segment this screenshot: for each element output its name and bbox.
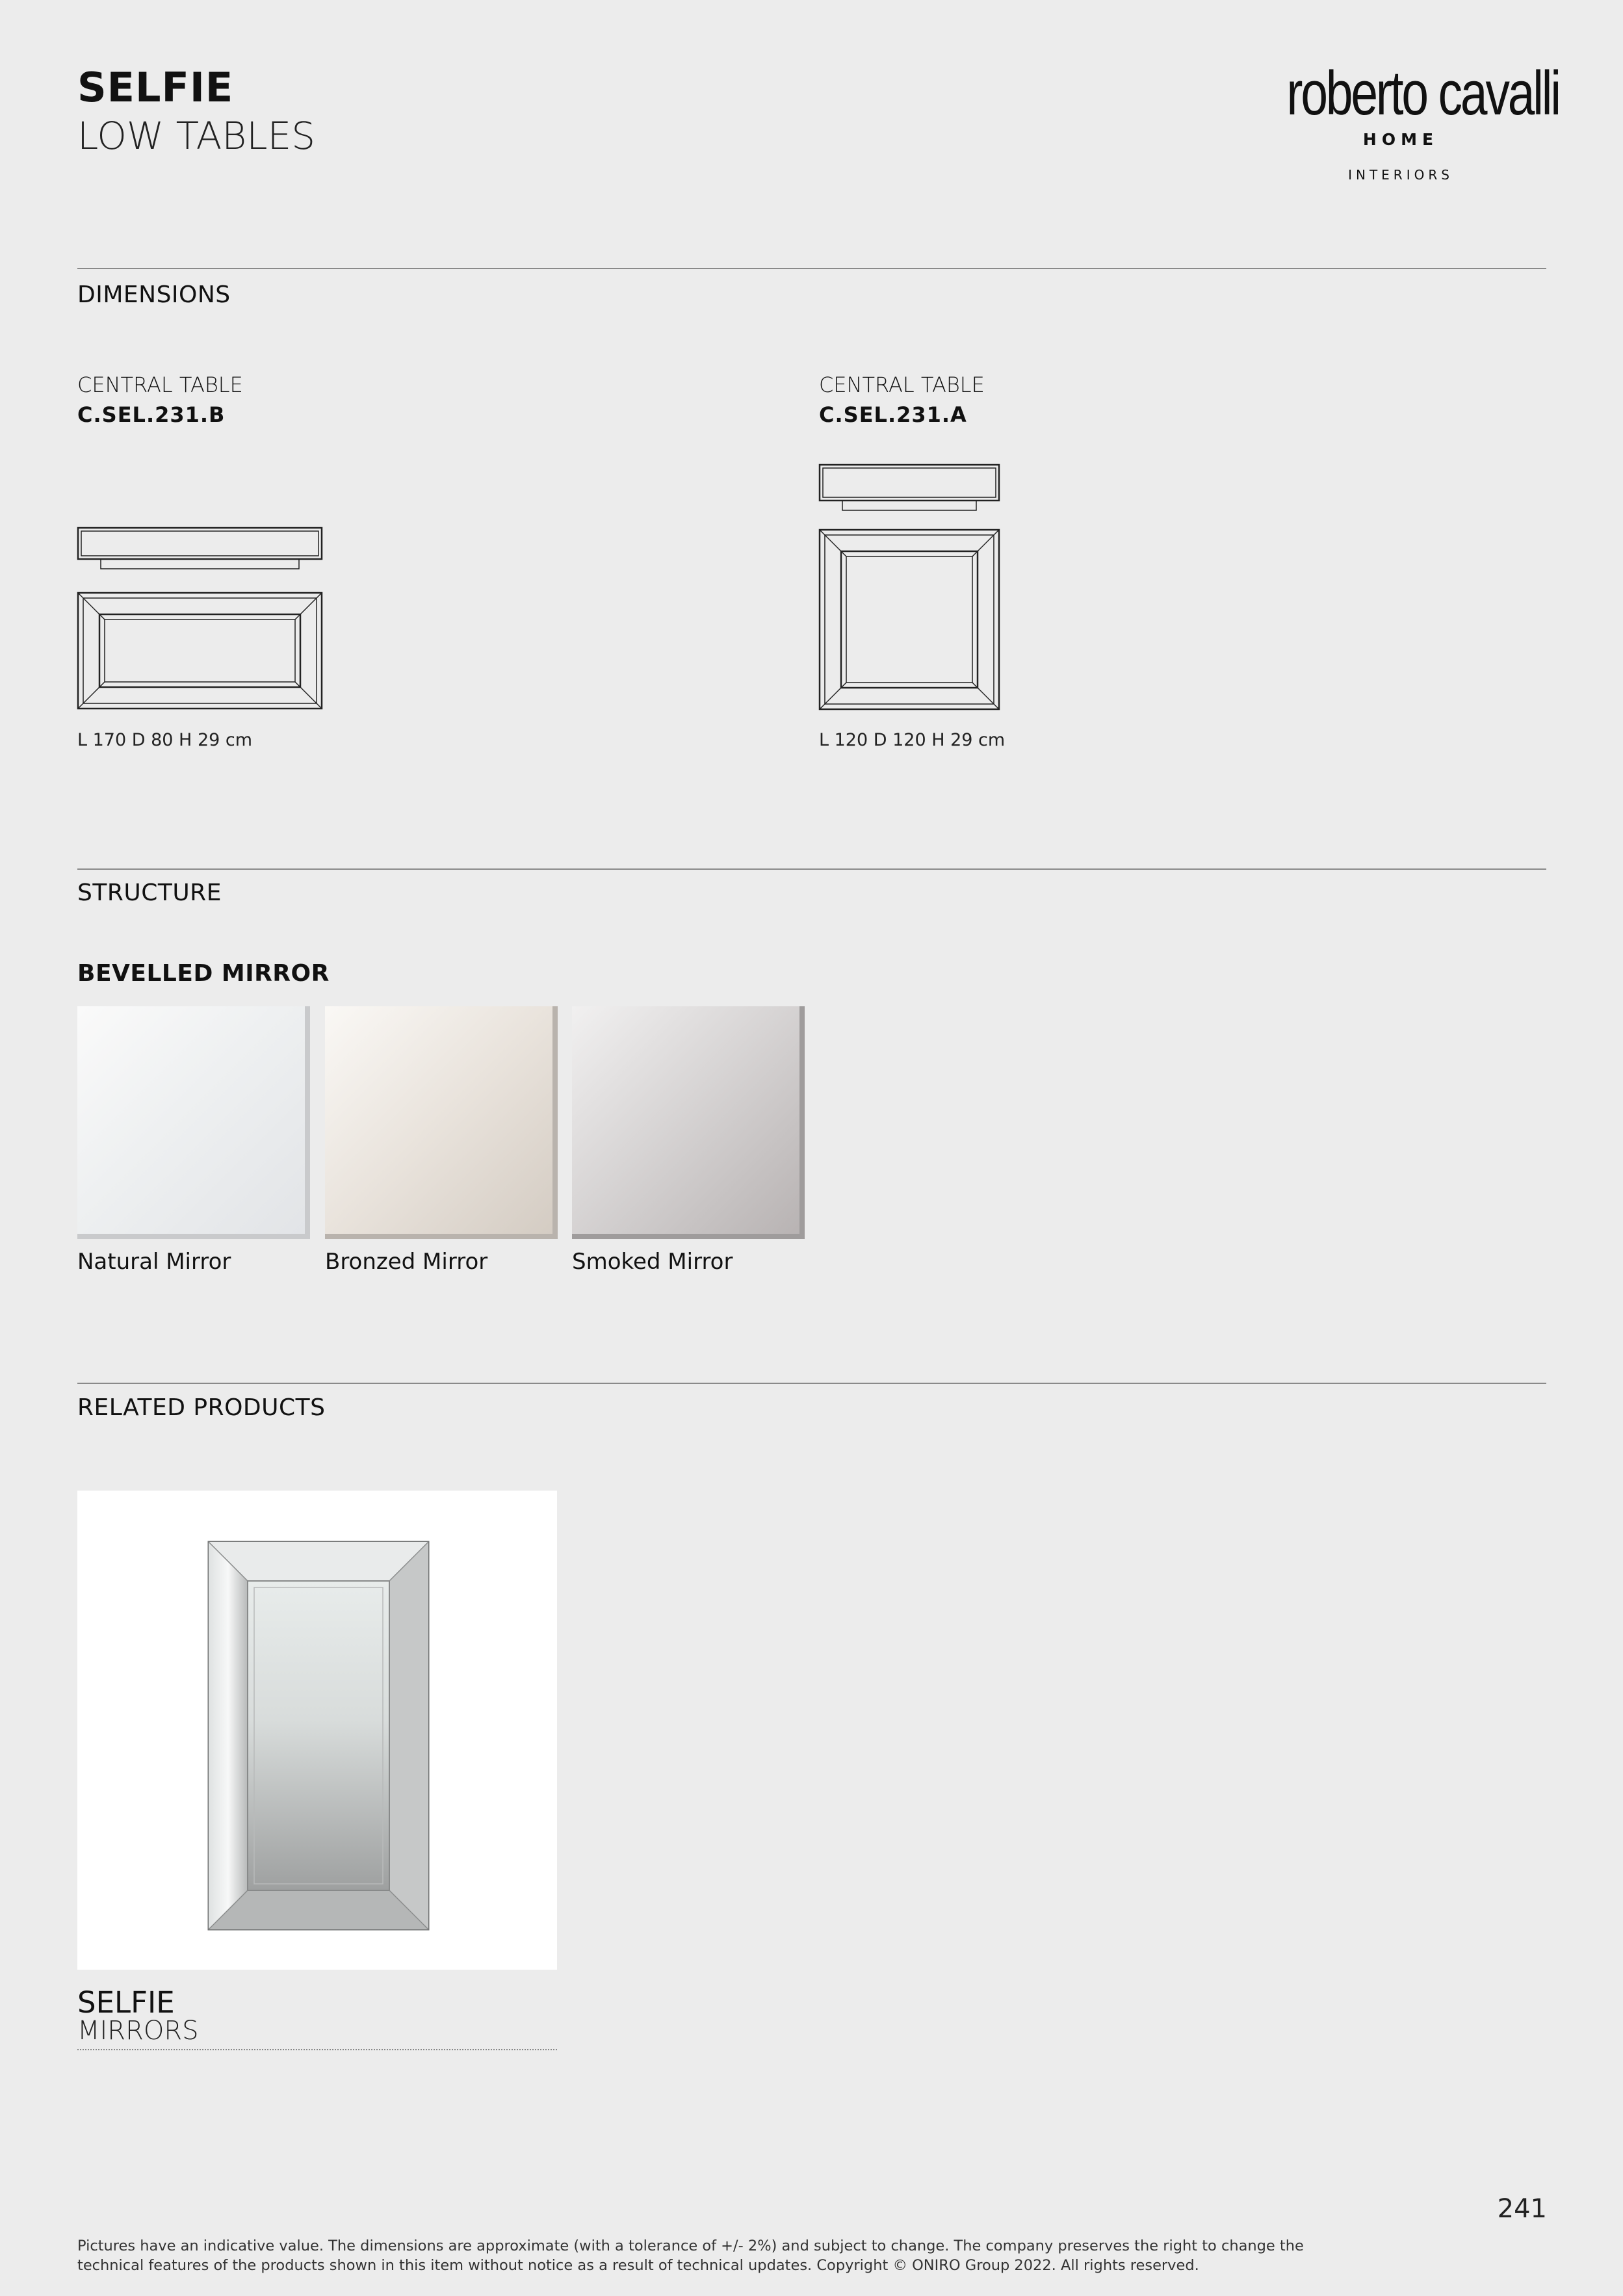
finish-group-heading: BEVELLED MIRROR xyxy=(77,960,330,987)
item-code: C.SEL.231.A xyxy=(819,402,967,427)
footer-line: Pictures have an indicative value. The dimensions are approximate (with a tolerance of +/- 2%) and subject to change. The company preserves the right to change the xyxy=(77,2237,1304,2254)
table-drawing-square xyxy=(816,460,1005,714)
item-label: CENTRAL TABLE xyxy=(77,372,243,397)
divider xyxy=(77,868,1546,870)
footer-disclaimer xyxy=(77,2236,1442,2275)
item-dimensions: L 120 D 120 H 29 cm xyxy=(819,730,1006,750)
footer-line: technical features of the products shown in this item without notice as a result of technical updates. Copyright © ONIRO Group 2022. All rights reserved. xyxy=(77,2257,1199,2274)
item-label: CENTRAL TABLE xyxy=(819,372,985,397)
mirror-product-image xyxy=(207,1541,430,1931)
swatch-smoked-mirror xyxy=(572,1006,805,1239)
related-heading: RELATED PRODUCTS xyxy=(77,1394,326,1421)
page-subtitle: LOW TABLES xyxy=(77,114,316,158)
logo-home: HOME xyxy=(1362,130,1439,149)
table-drawing-rectangular xyxy=(75,523,328,712)
page-title: SELFIE xyxy=(77,64,234,111)
page-number: 241 xyxy=(1497,2194,1547,2224)
structure-heading: STRUCTURE xyxy=(77,880,222,906)
logo-interiors: INTERIORS xyxy=(1348,167,1453,183)
item-code: C.SEL.231.B xyxy=(77,402,226,427)
divider xyxy=(77,1383,1546,1384)
related-product-title[interactable]: SELFIE xyxy=(77,1985,175,2020)
swatch-label: Smoked Mirror xyxy=(572,1249,733,1275)
swatch-natural-mirror xyxy=(77,1006,310,1239)
related-product-subtitle[interactable]: MIRRORS xyxy=(77,2016,199,2046)
swatch-label: Natural Mirror xyxy=(77,1249,231,1275)
divider xyxy=(77,268,1546,269)
related-product-card[interactable] xyxy=(77,1491,557,1970)
dimensions-heading: DIMENSIONS xyxy=(77,281,231,308)
swatch-bronzed-mirror xyxy=(325,1006,558,1239)
dotted-divider xyxy=(77,2049,557,2050)
logo-wordmark: roberto cavalli xyxy=(1286,59,1559,128)
item-dimensions: L 170 D 80 H 29 cm xyxy=(77,730,253,750)
brand-logo xyxy=(1254,59,1559,183)
swatch-label: Bronzed Mirror xyxy=(325,1249,488,1275)
